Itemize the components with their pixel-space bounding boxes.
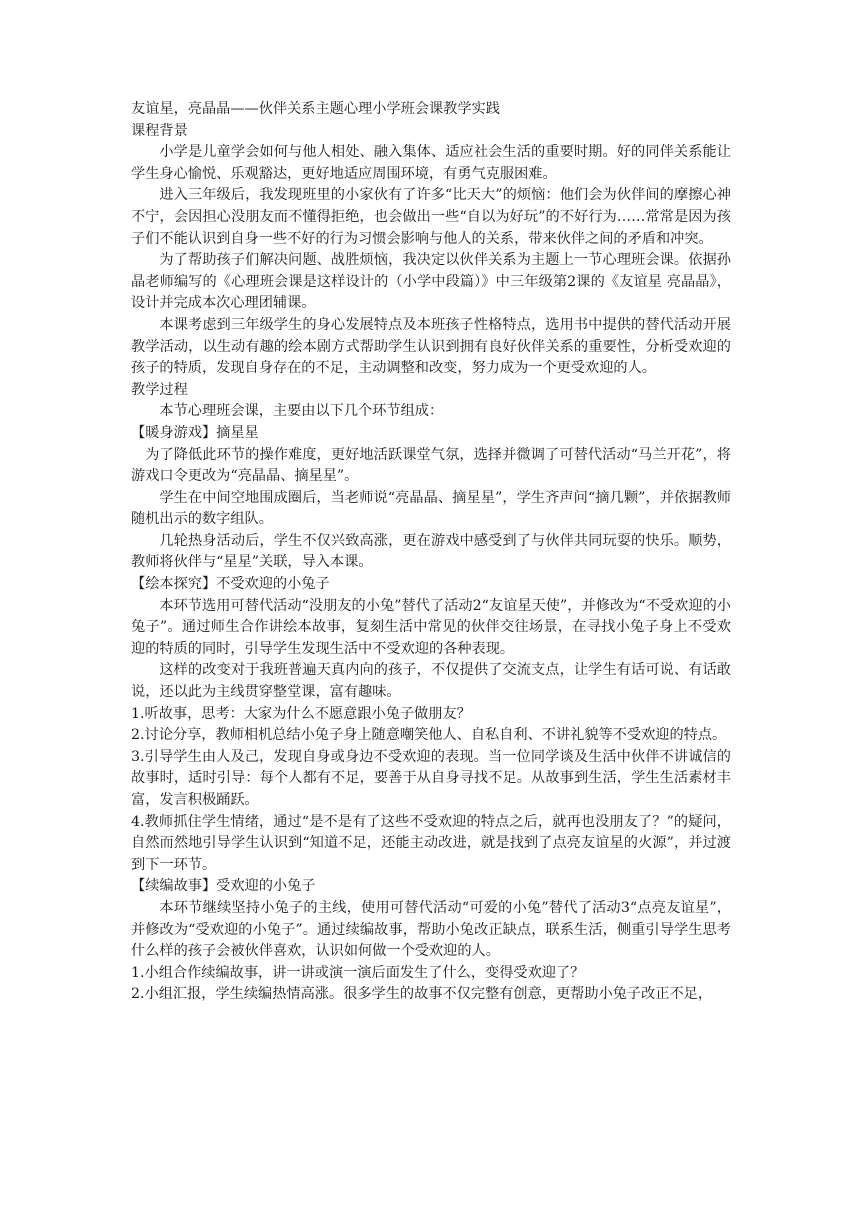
paragraph: 本环节继续坚持小兔子的主线，使用可替代活动“可爱的小兔”替代了活动3“点亮友谊星”，并修改为“受欢迎的小兔子”。通过续编故事，帮助小兔改正缺点，联系生活，侧重引导学生思考什么样的孩子会被伙伴喜欢，认识如何做一个受欢迎的人。 — [131, 899, 731, 960]
paragraph: 为了降低此环节的操作难度，更好地活跃课堂气氛，选择并微调了可替代活动“马兰开花”，将游戏口令更改为“亮晶晶、摘星星”。 — [131, 446, 731, 485]
paragraph: 这样的改变对于我班普遍天真内向的孩子，不仅提供了交流支点，让学生有话可说、有话敢说，还以此为主线贯穿整堂课，富有趣味。 — [131, 662, 731, 701]
paragraph: 为了帮助孩子们解决问题、战胜烦恼，我决定以伙伴关系为主题上一节心理班会课。依据孙晶老师编写的《心理班会课是这样设计的（小学中段篇）》中三年级第2课的《友谊星 亮晶晶》，设计并完成本次心理团辅课。 — [131, 252, 731, 312]
section-heading-background: 课程背景 — [131, 122, 188, 139]
numbered-item: 3.引导学生由人及己，发现自身或身边不受欢迎的表现。当一位同学谈及生活中伙伴不讲诚信的故事时，适时引导：每个人都有不足，要善于从自身寻找不足。从故事到生活，学生生活素材丰富，发言积极踊跃。 — [131, 748, 731, 808]
numbered-item: 1.小组合作续编故事，讲一讲或演一演后面发生了什么，变得受欢迎了？ — [131, 964, 585, 981]
subheading-warmup: 【暖身游戏】摘星星 — [131, 424, 259, 441]
numbered-item: 1.听故事，思考：大家为什么不愿意跟小兔子做朋友？ — [131, 705, 471, 722]
doc-title: 友谊星，亮晶晶——伙伴关系主题心理小学班会课教学实践 — [131, 101, 500, 117]
paragraph: 进入三年级后，我发现班里的小家伙有了许多“比天大”的烦恼：他们会为伙伴间的摩擦心神不宁，会因担心没朋友而不懂得拒绝，也会做出一些“自以为好玩”的不好行为……常常是因为孩子们不能认识到自身一些不好的行为习惯会影响与他人的关系，带来伙伴之间的矛盾和冲突。 — [131, 187, 731, 247]
numbered-item: 2.讨论分享，教师相机总结小兔子身上随意嘲笑他人、自私自利、不讲礼貌等不受欢迎的特点。 — [131, 727, 727, 744]
document-page — [131, 99, 731, 1006]
subheading-continue: 【续编故事】受欢迎的小兔子 — [131, 878, 316, 895]
paragraph: 本课考虑到三年级学生的身心发展特点及本班孩子性格特点，选用书中提供的替代活动开展教学活动，以生动有趣的绘本剧方式帮助学生认识到拥有良好伙伴关系的重要性，分析受欢迎的孩子的特质，发现自身存在的不足，主动调整和改变，努力成为一个更受欢迎的人。 — [131, 316, 731, 377]
paragraph: 本节心理班会课，主要由以下几个环节组成： — [159, 403, 444, 420]
paragraph: 几轮热身活动后，学生不仅兴致高涨，更在游戏中感受到了与伙伴共同玩耍的快乐。顺势，教师将伙伴与“星星”关联，导入本课。 — [131, 532, 731, 571]
paragraph: 学生在中间空地围成圈后，当老师说“亮晶晶、摘星星”，学生齐声问“摘几颗”，并依据教师随机出示的数字组队。 — [131, 489, 731, 528]
numbered-item: 2.小组汇报，学生续编热情高涨。很多学生的故事不仅完整有创意，更帮助小兔子改正不足， — [131, 986, 713, 1003]
subheading-explore: 【绘本探究】不受欢迎的小兔子 — [131, 576, 330, 593]
numbered-item: 4.教师抓住学生情绪，通过“是不是有了这些不受欢迎的特点之后，就再也没朋友了？”的疑问，自然而然地引导学生认识到“知道不足，还能主动改进，就是找到了点亮友谊星的火源”，并过渡到下一环节。 — [131, 813, 731, 873]
section-heading-process: 教学过程 — [131, 381, 188, 398]
paragraph: 小学是儿童学会如何与他人相处、融入集体、适应社会生活的重要时期。好的同伴关系能让学生身心愉悦、乐观豁达，更好地适应周围环境，有勇气克服困难。 — [131, 144, 731, 182]
paragraph: 本环节选用可替代活动“没朋友的小兔”替代了活动2“友谊星天使”，并修改为“不受欢迎的小兔子”。通过师生合作讲绘本故事，复刻生活中常见的伙伴交往场景，在寻找小兔子身上不受欢迎的特质的同时，引导学生发现生活中不受欢迎的各种表现。 — [131, 597, 731, 657]
